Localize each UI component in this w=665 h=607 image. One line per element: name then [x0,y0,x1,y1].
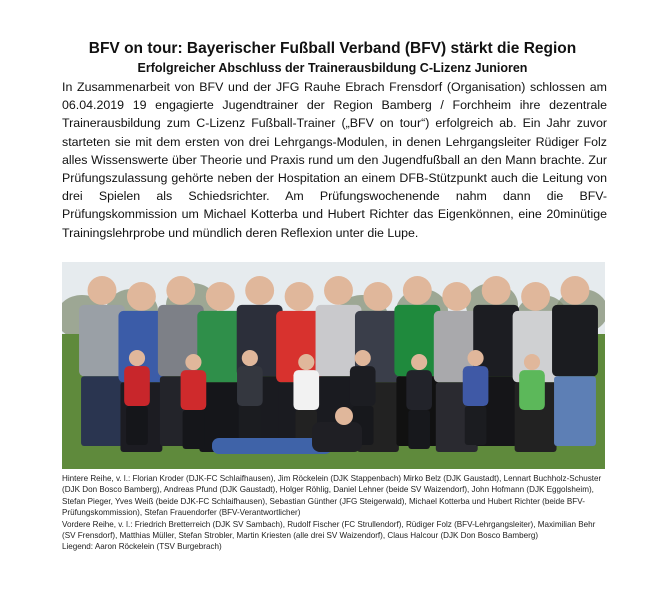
team-photo [62,262,605,469]
team-photo-illustration [62,262,605,469]
article-title: BFV on tour: Bayerischer Fußball Verband (BFV) stärkt die Region [88,40,577,57]
caption-lying: Liegend: Aaron Röckelein (TSV Burgebrach) [62,542,222,552]
article-subtitle: Erfolgreicher Abschluss der Trainerausbildung C-Lizenz Junioren [137,61,528,75]
article-body: In Zusammenarbeit von BFV und der JFG Rauhe Ebrach Frensdorf (Organisation) schlossen am 06.04.2019 19 engagierte Jugendtrainer der Region Bamberg / Forchheim ihre dezentrale Trainerausbildung zum C-Lizenz Fußball-Trainer („BFV on tour“) erfolgreich ab. Ein Jahr zuvor starteten sie mit dem ersten von drei Lehrgangs-Modulen, in denen Lehrgangsleiter Rüdiger Folz alles Wissenswerte über Theorie und Praxis rund um den Jugendfußball an den Mann brachte. Zur Prüfungszulassung gehörte neben der Hospitation an einem DFB-Stützpunkt auch die Leitung von drei Spielen als Schiedsrichter. Am Prüfungswochenende nahm dann die BFV-Prüfungskommission um Michael Kotterba und Hubert Richter das Eigenkönnen, eine 20minütige Trainingslehrprobe und mündlich deren Reflexion unter die Lupe. [62,80,607,240]
caption-front-row: Vordere Reihe, v. l.: Friedrich Bretterreich (DJK SV Sambach), Rudolf Fischer (FC Strullendorf), Rüdiger Folz (BFV-Lehrgangsleiter), Maximilian Behr (SV Frensdorf), Matthias Müller, Stefan Strobler, Martin Kriesten (alle drei SV Waizendorf), Claus Halcour (DJK Don Bosco Bamberg) [62,519,596,541]
photo-caption [62,473,607,553]
caption-back-row: Hintere Reihe, v. l.: Florian Kroder (DJK-FC Schlaifhausen), Jim Röckelein (DJK Stappenbach) Mirko Belz (DJK Gaustadt), Lennart Buchholz-Schuster (DJK Don Bosco Bamberg), Andreas Pfund (DJK Gaustadt), Holger Röhlig, Daniel Lehner (beide SV Waizendorf), John Hofmann (DJK Eggolsheim), Stefan Pieger, Yves Weiß (beide DJK-FC Schlaifhausen), Sebastian Günther (JFG Steigerwald), Michael Kotterba und Hubert Richter (beide BFV-Prüfungskommission), Stefan Frauendorfer (BFV-Verantwortlicher) [62,474,602,518]
